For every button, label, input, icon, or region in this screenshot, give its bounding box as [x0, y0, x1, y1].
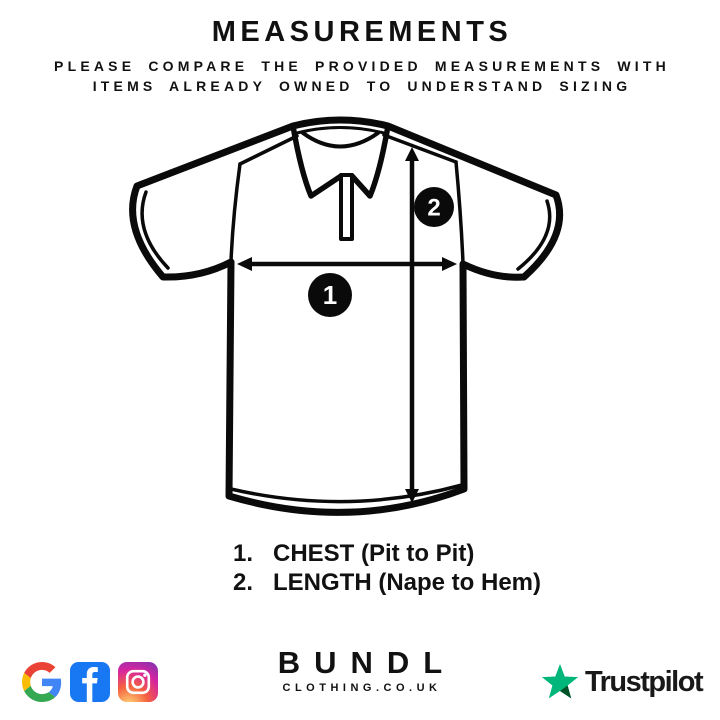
brand-name: BUNDL — [277, 645, 457, 680]
legend-label: CHEST (Pit to Pit) — [273, 540, 475, 567]
legend-number: 2. — [233, 569, 254, 596]
polo-shirt-drawing — [133, 120, 560, 512]
chest-badge — [308, 273, 352, 317]
legend-label: LENGTH (Nape to Hem) — [273, 569, 542, 596]
trustpilot-logo — [540, 662, 702, 702]
legend-item-length — [233, 568, 541, 597]
trustpilot-label: Trustpilot — [585, 665, 703, 698]
trustpilot-star-icon — [540, 662, 580, 702]
length-badge-number: 2 — [427, 194, 441, 222]
legend-number: 1. — [233, 540, 254, 567]
chest-badge-number: 1 — [322, 280, 338, 310]
page-title: MEASUREMENTS — [211, 16, 513, 48]
length-badge — [414, 187, 454, 227]
placket — [341, 175, 352, 239]
brand-domain: CLOTHING.CO.UK — [282, 682, 442, 694]
measurement-legend — [233, 539, 541, 597]
subtitle-line-1: PLEASE COMPARE THE PROVIDED MEASUREMENTS WITH — [54, 58, 670, 74]
legend-item-chest — [233, 539, 541, 568]
subtitle-line-2: ITEMS ALREADY OWNED TO UNDERSTAND SIZING — [92, 78, 632, 94]
